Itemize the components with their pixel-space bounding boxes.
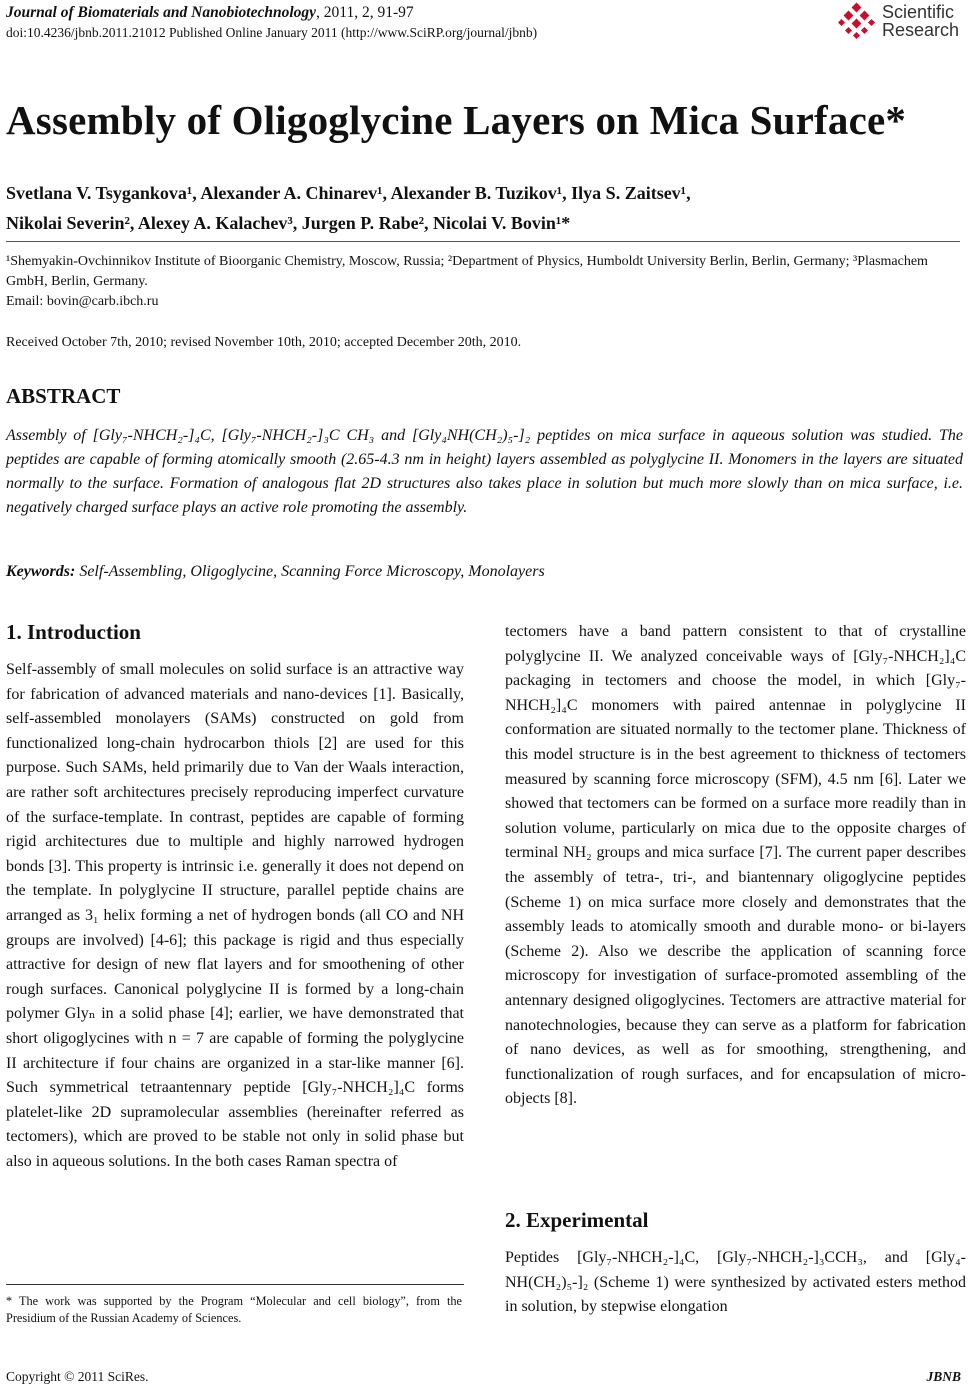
keywords-line	[6, 563, 545, 581]
journal-header	[6, 4, 414, 22]
journal-name: Journal of Biomaterials and Nanobiotechnology	[6, 4, 317, 21]
authors-line-1: Svetlana V. Tsygankova¹, Alexander A. Chinarev¹, Alexander B. Tuzikov¹, Ilya S. Zaitsev¹,	[6, 183, 691, 203]
article-title: Assembly of Oligoglycine Layers on Mica Surface*	[6, 97, 907, 143]
authors-line-2: Nikolai Severin², Alexey A. Kalachev³, Jurgen P. Rabe², Nicolai V. Bovin¹*	[6, 213, 571, 233]
introduction-left-column: Self-assembly of small molecules on solid surface is an attractive way for fabrication of advanced materials and nano-devices [1]. Basically, self-assembled monolayers (SAMs) constructed on gold from functionalized long-chain hydrocarbon thiols [2] are used for this purpose. Such SAMs, held primarily due to Van der Waals interaction, are rather soft architectures precisely reproducing imperfect curvature of the surface-template. In contrast, peptides are capable of forming rigid architectures due to multiple and highly narrowed hydrogen bonds [3]. This property is intrinsic i.e. generally it does not depend on the template. In polyglycine II structure, parallel peptide chains are arranged as 3₁ helix forming a net of hydrogen bonds (all CO and NH groups are involved) [4-6]; this package is rigid and thus especially attractive for design of new flat layers and for smoothening of other rough surfaces. Canonical polyglycine II is formed by a long-chain polymer Glyₙ in a solid phase [4]; earlier, we have demonstrated that short oligoglycines with n = 7 are capable of forming the polyglycine II architecture if four chains are organized in a star-like manner [6]. Such symmetrical tetraantennary peptide [Gly₇-NHCH₂]₄C forms platelet-like 2D supramolecular assemblies (hereinafter referred as tectomers), which are proved to be stable not only in solid phase but also in aqueous solutions. In the both cases Raman spectra of	[6, 661, 464, 1170]
affiliations-block	[6, 252, 961, 312]
journal-volume: , 2011, 2, 91-97	[316, 4, 414, 21]
affiliations: ¹Shemyakin-Ovchinnikov Institute of Bioorganic Chemistry, Moscow, Russia; ²Department of Physics, Humboldt University Berlin, Berlin, Germany; ³Plasmachem GmbH, Berlin, Germany.	[6, 254, 928, 289]
logo-line-2: Research	[881, 20, 959, 40]
section-heading-experimental: 2. Experimental	[505, 1208, 649, 1232]
abstract-heading: ABSTRACT	[6, 384, 121, 408]
footnote-divider	[6, 1284, 464, 1285]
header-divider	[6, 241, 960, 242]
received-dates: Received October 7th, 2010; revised November 10th, 2010; accepted December 20th, 2010.	[6, 335, 522, 350]
doi-line: doi:10.4236/jbnb.2011.21012 Published Online January 2011 (http://www.SciRP.org/journal/jbnb)	[6, 25, 538, 40]
publisher-logo	[838, 2, 959, 40]
keywords-text: Self-Assembling, Oligoglycine, Scanning Force Microscopy, Monolayers	[79, 563, 545, 580]
email: Email: bovin@carb.ibch.ru	[6, 294, 159, 309]
publisher-logo-icon	[838, 2, 876, 40]
experimental-text: Peptides [Gly₇-NHCH₂-]₄C, [Gly₇-NHCH₂-]₃CCH₃, and [Gly₄-NH(CH₂)₅-]₂ (Scheme 1) were synthesized by activated esters method in solution, by stepwise elongation	[505, 1249, 966, 1316]
logo-line-1: Scientific	[881, 2, 954, 22]
journal-abbreviation: JBNB	[926, 1369, 961, 1384]
keywords-label: Keywords:	[6, 563, 76, 580]
footnote: * The work was supported by the Program “Molecular and cell biology”, from the Presidium of the Russian Academy of Sciences.	[6, 1294, 462, 1325]
abstract-text: Assembly of [Gly₇-NHCH₂-]₄C, [Gly₇-NHCH₂-]₃C CH₃ and [Gly₄NH(CH₂)₅-]₂ peptides on mica surface in aqueous solution was studied. The peptides are capable of forming atomically smooth (2.65-4.3 nm in height) layers assembled as polyglycine II. Monomers in the layers are situated normally to the surface. Formation of analogous flat 2D structures also takes place in solution but much more slowly than on mica surface, i.e. negatively charged surface plays an active role promoting the assembly.	[6, 427, 963, 516]
copyright-notice: Copyright © 2011 SciRes.	[6, 1369, 149, 1384]
section-heading-introduction: 1. Introduction	[6, 620, 141, 644]
author-list	[6, 178, 961, 238]
introduction-right-column: tectomers have a band pattern consistent to that of crystalline polyglycine II. We analyzed conceivable ways of [Gly₇-NHCH₂]₄C packaging in tectomers and choose the model, in which [Gly₇-NHCH₂]₄C monomers with paired antennae in polyglycine II conformation are situated normally to the tectomer plane. Thickness of this model structure is in the best agreement to thickness of tectomers measured by scanning force microscopy (SFM), 4.5 nm [6]. Later we showed that tectomers can be formed on a surface more readily than in solution volume, particularly on mica due to the opposite charges of terminal NH₂ groups and mica surface [7]. The current paper describes the assembly of tetra-, tri-, and biantennary oligoglycine peptides (Scheme 1) on mica surface more closely and demonstrates that the assembly leads to atomically smooth and durable mono- or bi-layers (Scheme 2). Also we describe the application of scanning force microscopy for investigation of surface-promoted assembling of the antennary designed oligoglycines. Tectomers are attractive material for nanotechnologies, because they can serve as a platform for fabrication of nano devices, as well as for smoothing, strengthening, and functionalization of rough surfaces, and for encapsulation of micro-objects [8].	[505, 623, 966, 1108]
